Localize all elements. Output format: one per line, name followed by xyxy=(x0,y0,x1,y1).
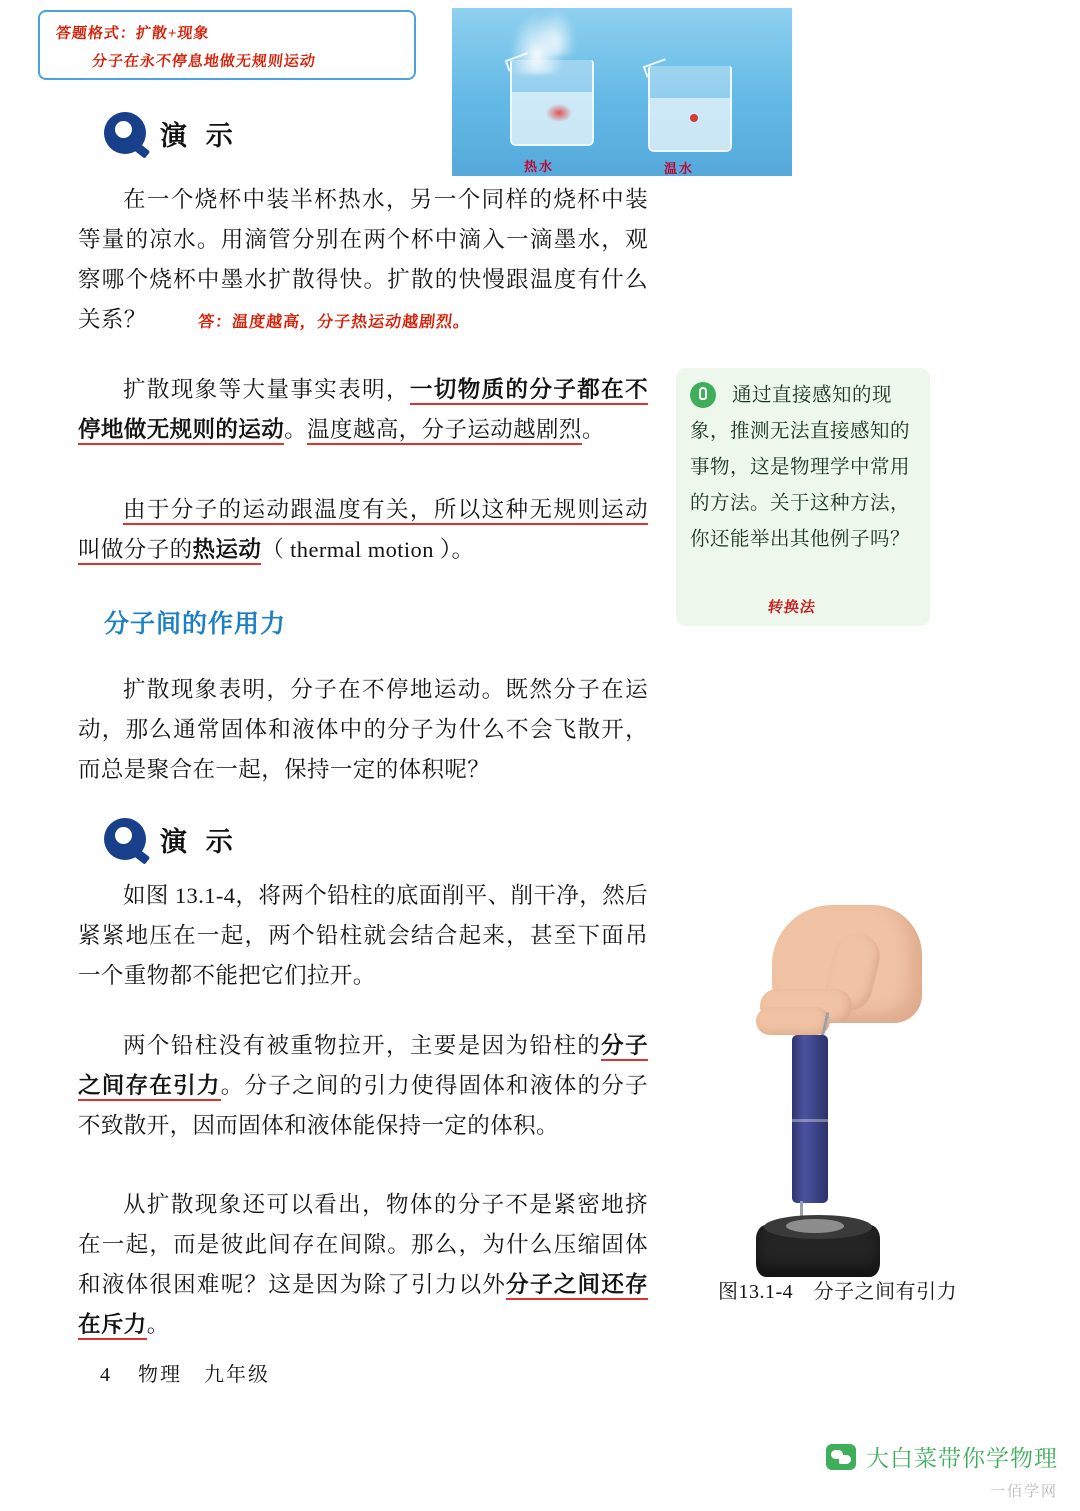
body-paragraph-4 xyxy=(78,1026,648,1146)
beaker-warm-water xyxy=(648,66,732,152)
lead-cylinder-figure xyxy=(700,905,1000,1285)
p1-part-c: 。 xyxy=(284,417,308,442)
beaker-hot-water xyxy=(510,60,594,146)
ink-diffusion xyxy=(546,104,572,122)
p4-part-a: 两个铅柱没有被重物拉开，主要是因为铅柱的 xyxy=(123,1033,602,1058)
body-paragraph-1 xyxy=(78,370,648,450)
body-paragraph-3: 扩散现象表明，分子在不停地运动。既然分子在运动，那么通常固体和液体中的分子为什么不会飞散开，而总是聚合在一起，保持一定的体积呢？ xyxy=(78,677,648,782)
side-note-text: 通过直接感知的现象，推测无法直接感知的事物，这是物理学中常用的方法。关于这种方法，你还能举出其他例子吗？ xyxy=(690,385,911,550)
weight-center-hole xyxy=(786,1219,844,1233)
demo1-paragraph xyxy=(78,180,648,343)
book-title: 物理 九年级 xyxy=(138,1364,270,1386)
note-line-1: 答题格式：扩散+现象 xyxy=(55,26,211,42)
demo2-paragraph: 如图 13.1-4，将两个铅柱的底面削平、削干净，然后紧紧地压在一起，两个铅柱就会结合起来，甚至下面吊一个重物都不能把它们拉开。 xyxy=(78,883,648,988)
cylinder-joint-seam xyxy=(792,1119,828,1122)
p2-term-thermal-motion: 热运动 xyxy=(193,537,262,565)
p1-emphasis-2: 温度越高，分子运动越剧烈 xyxy=(307,417,582,445)
demo-heading-2 xyxy=(104,818,239,860)
demo-heading-label: 演 示 xyxy=(160,826,239,857)
beaker-lip xyxy=(643,58,670,77)
body-paragraph-5 xyxy=(78,1185,648,1345)
magnifier-icon xyxy=(104,112,146,154)
watermark-secondary: 一佰学网 xyxy=(989,1484,1058,1500)
ink-drop xyxy=(690,114,698,122)
note-line-2: 分子在永不停息地做无规则运动 xyxy=(91,54,317,70)
page-footer xyxy=(100,1358,270,1387)
magnifier-icon xyxy=(104,818,146,860)
wechat-icon xyxy=(826,1444,856,1470)
demo1-handwritten-answer: 答：温度越高，分子热运动越剧烈。 xyxy=(196,314,471,331)
beaker-lip xyxy=(505,52,532,71)
p1-emphasis-1: 一切物质的分子都在不停地做无规则的运动 xyxy=(78,377,648,445)
p4-part-c: 。分子之间的引力使得固体和液体的分子不致散开，因而固体和液体能保持一定的体积。 xyxy=(78,1073,649,1138)
demo1-paragraph-text: 在一个烧杯中装半杯热水，另一个同样的烧杯中装等量的凉水。用滴管分别在两个杯中滴入一滴墨水，观察哪个烧杯中墨水扩散得快。扩散的快慢跟温度有什么关系？ xyxy=(78,187,648,332)
p2-part-c: （ thermal motion ）。 xyxy=(261,537,475,562)
p1-part-e: 。 xyxy=(581,417,605,442)
p1-part-a: 扩散现象等大量事实表明， xyxy=(123,377,410,402)
beaker-label-warm: 温水 xyxy=(664,161,695,176)
section-heading-intermolecular-force: 分子间的作用力 xyxy=(104,611,287,638)
steam-icon-secondary xyxy=(536,8,576,56)
p2-part-a: 由于分子的运动跟温度有关，所以这种无规则运动叫做分子的 xyxy=(78,497,648,565)
watermark xyxy=(826,1440,1058,1473)
watermark-text: 大白菜带你学物理 xyxy=(866,1446,1058,1471)
handwritten-note-box xyxy=(38,10,416,80)
beaker-label-hot: 热水 xyxy=(524,159,555,174)
p4-emphasis-attraction: 分子之间存在引力 xyxy=(78,1033,648,1101)
body-paragraph-2 xyxy=(78,490,648,570)
side-note-stamp: 转换法 xyxy=(766,600,817,616)
side-note-box xyxy=(676,368,930,626)
figure-caption: 图13.1-4 分子之间有引力 xyxy=(718,1281,958,1303)
p5-part-c: 。 xyxy=(146,1312,170,1337)
demo-heading-label: 演 示 xyxy=(160,120,239,151)
demo-heading-1 xyxy=(104,112,239,154)
water-body xyxy=(650,98,730,150)
page-number: 4 xyxy=(100,1364,112,1386)
beaker-experiment-figure xyxy=(452,8,792,176)
p5-emphasis-repulsion: 分子之间还存在斥力 xyxy=(78,1272,648,1340)
p5-part-a: 从扩散现象还可以看出，物体的分子不是紧密地挤在一起，而是彼此间存在间隙。那么，为什么压缩固体和液体很困难呢？这是因为除了引力以外 xyxy=(78,1192,648,1297)
